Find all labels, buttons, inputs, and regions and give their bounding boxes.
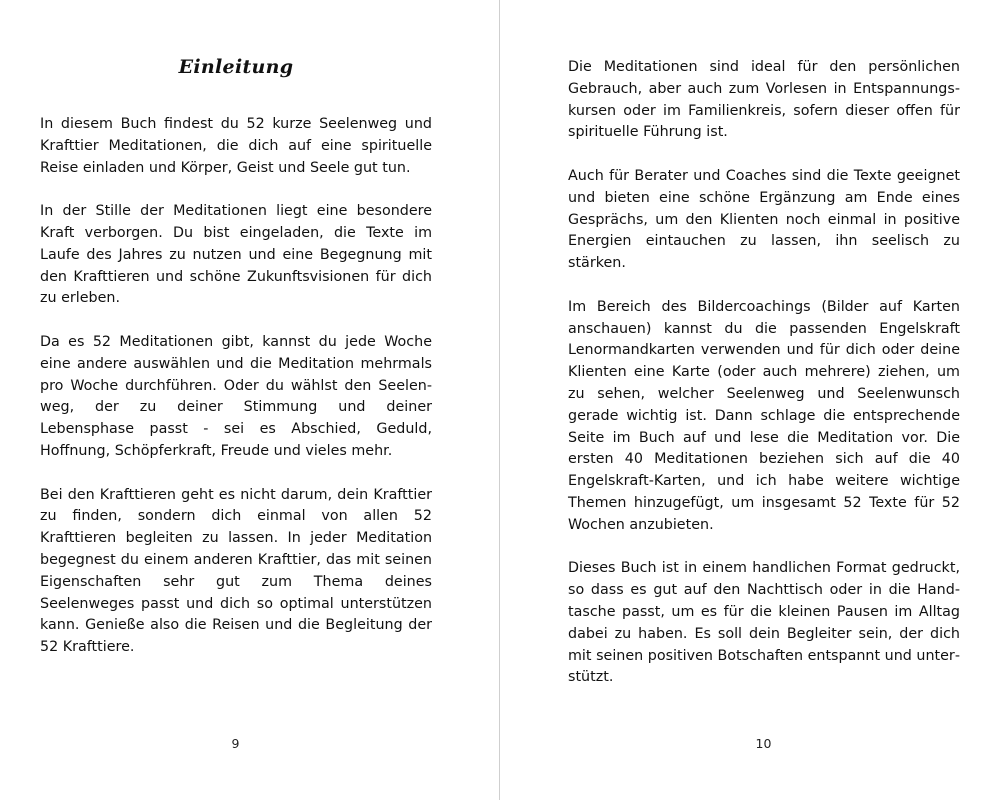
right-text-column — [568, 57, 960, 711]
left-page — [0, 0, 499, 800]
paragraph: Im Bereich des Bildercoachings (Bilder auf Karten anschauen) kannst du die passenden Engelskraft Lenormandkarten verwenden und für dich oder deine Klienten eine Karte (oder auch mehrere) ziehen, um zu sehen, welcher Seelenweg und Seelenwunsch gerade wichtig ist. Dann schlage die entsprechende Seite im Buch auf und lese die Meditation vor. Die ersten 40 Meditationen beziehen sich auf die 40 Engelskraft-Karten, und ich habe weitere wichtige Themen hinzugefügt, um insgesamt 52 Texte für 52 Wochen anzubieten. — [568, 298, 960, 533]
paragraph: Bei den Krafttieren geht es nicht darum, dein Krafttier zu finden, sondern dich einmal von allen 52 Krafttieren begleiten zu lassen. In jeder Meditation begegnest du einem anderen Krafttier, das mit seinen Eigenschaften sehr gut zum Thema deines Seelenweges passt und dich so optimal unterstützen kann. Genieße also die Reisen und die Begleitung der 52 Krafttiere. — [40, 486, 432, 656]
paragraph: Dieses Buch ist in einem handlichen Format gedruckt, so dass es gut auf den Nachttisch oder in die Handtasche passt, um es für die kleinen Pausen im Alltag dabei zu haben. Es soll dein Begleiter sein, der dich mit seinen positiven Botschaften entspannt und unterstützt. — [568, 560, 960, 686]
left-text-column — [40, 114, 432, 681]
paragraph: Die Meditationen sind ideal für den persönlichen Gebrauch, aber auch zum Vorlesen in Entspannungskursen oder im Familienkreis, sofern dieser offen für spirituelle Führung ist. — [568, 59, 960, 141]
paragraph: In diesem Buch findest du 52 kurze Seelenweg und Krafttier Meditationen, die dich auf eine spirituelle Reise einladen und Körper, Geist und Seele gut tun. — [40, 116, 432, 176]
right-page — [500, 0, 999, 800]
chapter-title: Einleitung — [178, 56, 294, 78]
paragraph: Auch für Berater und Coaches sind die Texte geeignet und bieten eine schöne Ergänzung am Ende eines Gesprächs, um den Klienten noch einmal in positive Energien eintauchen zu lassen, ihn seelisch zu stärken. — [568, 167, 960, 272]
page-number-left: 9 — [231, 736, 240, 751]
paragraph: In der Stille der Meditationen liegt eine besondere Kraft verborgen. Du bist eingeladen, die Texte im Laufe des Jahres zu nutzen und eine Begegnung mit den Krafttieren und schöne Zukunftsvisionen für dich zu erleben. — [40, 203, 432, 307]
page-number-right: 10 — [755, 736, 772, 751]
paragraph: Da es 52 Meditationen gibt, kannst du jede Woche eine andere auswählen und die Meditation mehrmals pro Woche durchführen. Oder du wählst den Seelenweg, der zu deiner Stimmung und deiner Lebensphase passt - sei es Abschied, Geduld, Hoffnung, Schöpferkraft, Freude und vieles mehr. — [40, 333, 432, 459]
